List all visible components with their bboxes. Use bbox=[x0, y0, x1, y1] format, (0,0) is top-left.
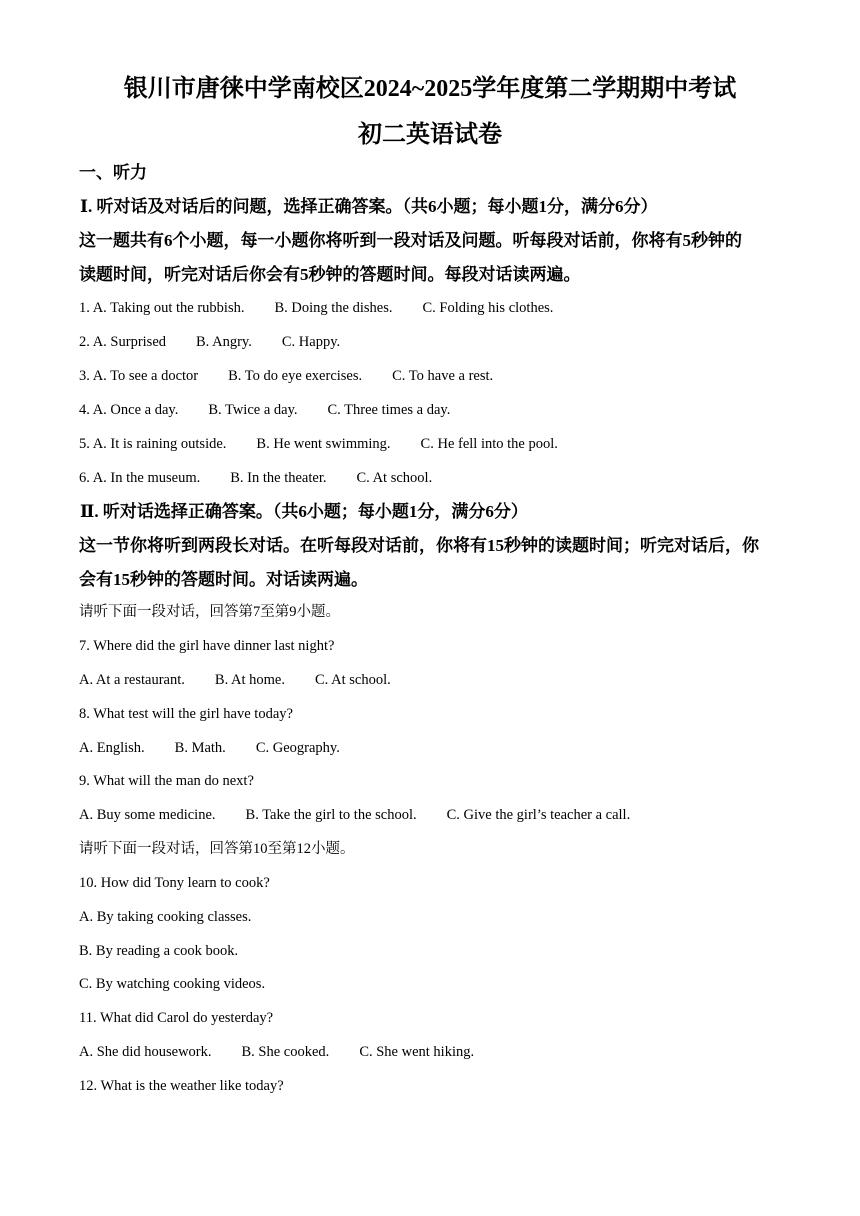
question-10-option-c: C. By watching cooking videos. bbox=[79, 976, 266, 992]
option-b: B. Math. bbox=[174, 740, 226, 756]
option-a: A. At a restaurant. bbox=[79, 672, 185, 688]
prompt-7-9: 请听下面一段对话，回答第7至第9小题。 bbox=[79, 604, 340, 620]
option-b: B. He went swimming. bbox=[256, 436, 391, 452]
part1-heading: Ⅰ. 听对话及对话后的问题，选择正确答案。（共6小题；每小题1分，满分6分） bbox=[80, 197, 658, 216]
exam-subtitle: 初二英语试卷 bbox=[358, 122, 502, 148]
option-c: C. Folding his clothes. bbox=[422, 300, 554, 316]
question-8-options bbox=[79, 738, 340, 758]
question-1 bbox=[79, 298, 553, 318]
option-b: B. To do eye exercises. bbox=[228, 368, 363, 384]
option-a: 3. A. To see a doctor bbox=[79, 368, 199, 384]
prompt-10-12: 请听下面一段对话，回答第10至第12小题。 bbox=[79, 841, 355, 857]
option-c: C. To have a rest. bbox=[392, 368, 494, 384]
option-c: C. He fell into the pool. bbox=[420, 436, 558, 452]
option-a: 5. A. It is raining outside. bbox=[79, 436, 227, 452]
question-9-options bbox=[79, 805, 630, 825]
question-4 bbox=[79, 400, 450, 420]
question-2 bbox=[79, 332, 340, 352]
exam-title: 银川市唐徕中学南校区2024~2025学年度第二学期期中考试 bbox=[123, 76, 737, 102]
question-10: 10. How did Tony learn to cook? bbox=[79, 875, 270, 891]
question-5 bbox=[79, 434, 558, 454]
question-9: 9. What will the man do next? bbox=[79, 773, 254, 789]
part2-instruction-1: 这一节你将听到两段长对话。在听每段对话前，你将有15秒钟的读题时间；听完对话后，你 bbox=[79, 536, 759, 555]
option-b: B. At home. bbox=[214, 672, 285, 688]
option-c: C. Happy. bbox=[281, 334, 341, 350]
option-b: B. In the theater. bbox=[230, 470, 327, 486]
question-10-option-a: A. By taking cooking classes. bbox=[79, 909, 252, 925]
question-11-options bbox=[79, 1042, 474, 1062]
option-b: B. Angry. bbox=[196, 334, 252, 350]
option-a: 6. A. In the museum. bbox=[79, 470, 201, 486]
question-3 bbox=[79, 366, 493, 386]
option-a: 1. A. Taking out the rubbish. bbox=[79, 300, 245, 316]
section-heading: 一、听力 bbox=[79, 163, 147, 182]
option-c: C. At school. bbox=[315, 672, 391, 688]
option-a: 2. A. Surprised bbox=[79, 334, 166, 350]
option-a: A. English. bbox=[79, 740, 145, 756]
option-a: A. Buy some medicine. bbox=[79, 807, 216, 823]
question-8: 8. What test will the girl have today? bbox=[79, 706, 293, 722]
option-c: C. Three times a day. bbox=[327, 402, 451, 418]
option-b: B. Twice a day. bbox=[208, 402, 298, 418]
part2-heading: Ⅱ. 听对话选择正确答案。（共6小题；每小题1分，满分6分） bbox=[80, 502, 528, 521]
question-10-option-b: B. By reading a cook book. bbox=[79, 943, 239, 959]
part1-instruction-1: 这一题共有6个小题，每一小题你将听到一段对话及问题。听每段对话前，你将有5秒钟的 bbox=[79, 231, 742, 250]
part2-instruction-2: 会有15秒钟的答题时间。对话读两遍。 bbox=[79, 570, 368, 589]
option-a: A. She did housework. bbox=[79, 1044, 212, 1060]
option-b: B. Doing the dishes. bbox=[274, 300, 393, 316]
question-11: 11. What did Carol do yesterday? bbox=[79, 1010, 274, 1026]
option-b: B. She cooked. bbox=[241, 1044, 330, 1060]
option-c: C. She went hiking. bbox=[359, 1044, 475, 1060]
option-c: C. Geography. bbox=[255, 740, 340, 756]
option-a: 4. A. Once a day. bbox=[79, 402, 179, 418]
question-12: 12. What is the weather like today? bbox=[79, 1078, 284, 1094]
option-b: B. Take the girl to the school. bbox=[245, 807, 417, 823]
question-7: 7. Where did the girl have dinner last night? bbox=[79, 638, 335, 654]
question-7-options bbox=[79, 670, 391, 690]
option-c: C. At school. bbox=[356, 470, 433, 486]
question-6 bbox=[79, 468, 432, 488]
part1-instruction-2: 读题时间，听完对话后你会有5秒钟的答题时间。每段对话读两遍。 bbox=[79, 265, 581, 284]
option-c: C. Give the girl’s teacher a call. bbox=[446, 807, 631, 823]
